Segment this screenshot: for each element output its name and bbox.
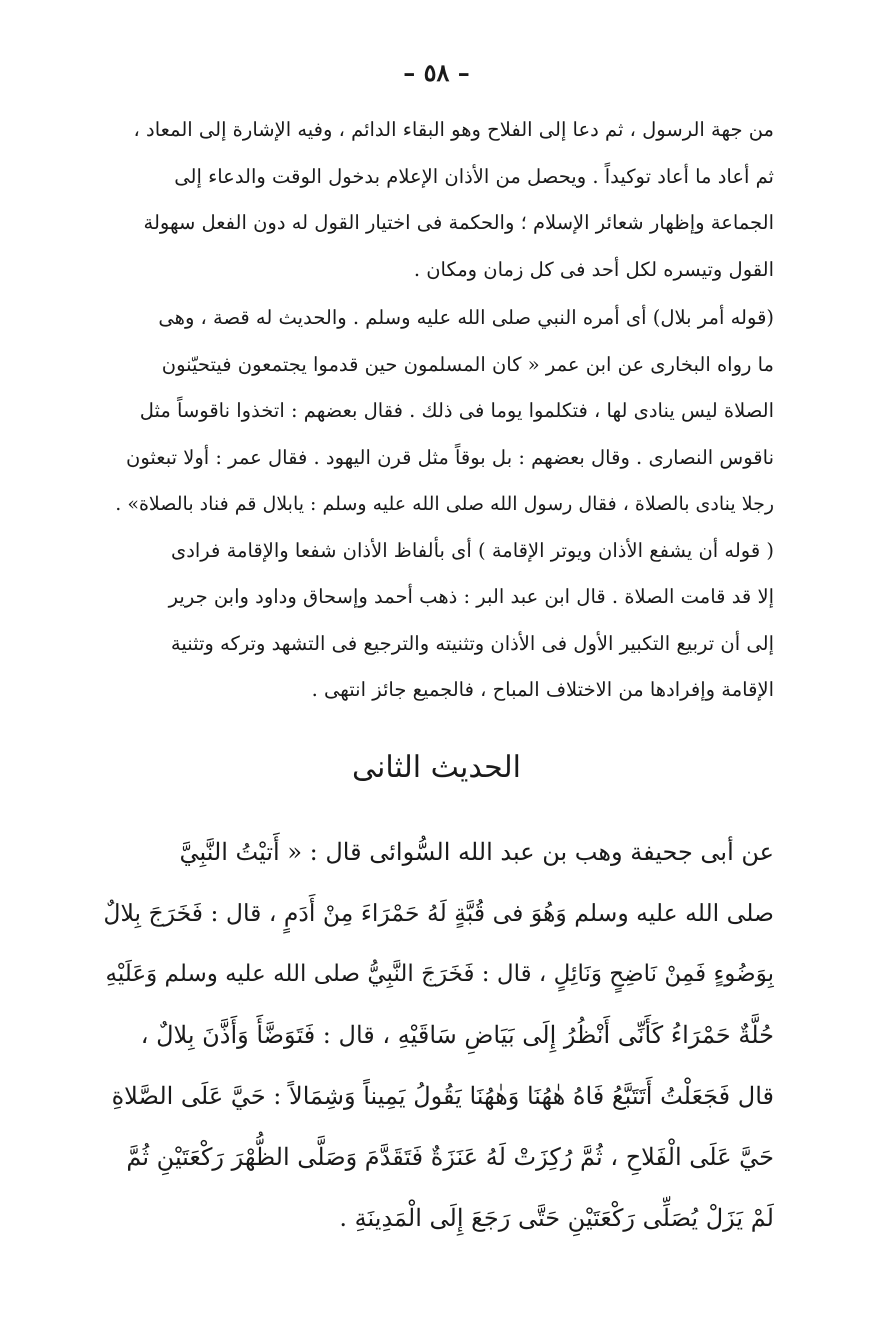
text-line: حَيَّ عَلَى الْفَلاحِ ، ثُمَّ رُكِزَتْ لَهُ عَنَزَةٌ فَتَقَدَّمَ وَصَلَّى الظُّهْرَ رَكْعَتَيْنِ ثُمَّ: [126, 1143, 774, 1171]
text-line: رجلا ينادى بالصلاة ، فقال رسول الله صلى الله عليه وسلم : يابلال قم فناد بالصلاة» .: [115, 493, 774, 515]
text-line: حُلَّةٌ حَمْرَاءُ كَأَنِّى أَنْظُرُ إِلَى بَيَاضِ سَاقَيْهِ ، قال : فَتَوَضَّأَ وَأَذَّنَ بِلالٌ ،: [140, 1021, 774, 1049]
text-line: من جهة الرسول ، ثم دعا إلى الفلاح وهو البقاء الدائم ، وفيه الإشارة إلى المعاد ،: [133, 118, 774, 141]
text-line: الإقامة وإفرادها من الاختلاف المباح ، فالجميع جائز انتهى .: [311, 678, 774, 701]
text-line: لَمْ يَزَلْ يُصَلِّى رَكْعَتَيْنِ حَتَّى رَجَعَ إِلَى الْمَدِينَةِ .: [339, 1204, 774, 1232]
text-line: الجماعة وإظهار شعائر الإسلام ؛ والحكمة فى اختيار القول له دون الفعل سهولة: [143, 211, 774, 234]
text-line: صلى الله عليه وسلم وَهُوَ فى قُبَّةٍ لَهُ حَمْرَاءَ مِنْ أَدَمٍ ، قال : فَخَرَجَ بِلالٌ: [103, 899, 774, 927]
text-line: (قوله أمر بلال) أى أمره النبي صلى الله عليه وسلم . والحديث له قصة ، وهى: [158, 306, 774, 329]
text-line: قال فَجَعَلْتُ أَتَتَبَّعُ فَاهُ هٰهُنَا وَهٰهُنَا يَقُولُ يَمِيناً وَشِمَالاً : حَيَّ عَلَى الصَّلاةِ: [111, 1082, 774, 1110]
text-line: ناقوس النصارى . وقال بعضهم : بل بوقاً مثل قرن اليهود . فقال عمر : أولا تبعثون: [126, 445, 774, 469]
commentary-paragraph-2: [100, 295, 774, 714]
text-line: ما رواه البخارى عن ابن عمر « كان المسلمون حين قدموا يجتمعون فيتحيّنون: [161, 352, 774, 376]
text-line: إلا قد قامت الصلاة . قال ابن عبد البر : ذهب أحمد وإسحاق وداود وابن جرير: [168, 585, 774, 608]
text-line: ثم أعاد ما أعاد توكيداً . ويحصل من الأذان الإعلام بدخول الوقت والدعاء إلى: [174, 164, 774, 188]
hadith-text: [100, 822, 774, 1249]
commentary-paragraph-1: [100, 107, 774, 293]
text-line: الصلاة ليس ينادى لها ، فتكلموا يوما فى ذلك . فقال بعضهم : اتخذوا ناقوساً مثل: [139, 399, 774, 422]
text-line: بِوَضُوءٍ فَمِنْ نَاضِحٍ وَنَائِلٍ ، قال : فَخَرَجَ النَّبِيُّ صلى الله عليه وسلم وَعَلَيْهِ: [105, 961, 774, 987]
text-line: عن أبى جحيفة وهب بن عبد الله السُّوائى قال : « أَتيْتُ النَّبِيَّ: [179, 838, 774, 866]
section-heading: الحديث الثانى: [352, 750, 521, 785]
text-line: ( قوله أن يشفع الأذان ويوتر الإقامة ) أى بألفاظ الأذان شفعا والإقامة فرادى: [170, 538, 774, 562]
text-line: القول وتيسره لكل أحد فى كل زمان ومكان .: [413, 257, 774, 281]
text-line: إلى أن تربيع التكبير الأول فى الأذان وتثنيته والترجيع فى التشهد وتركه وتثنية: [170, 631, 774, 655]
page-number: – ٥٨ –: [403, 58, 470, 87]
